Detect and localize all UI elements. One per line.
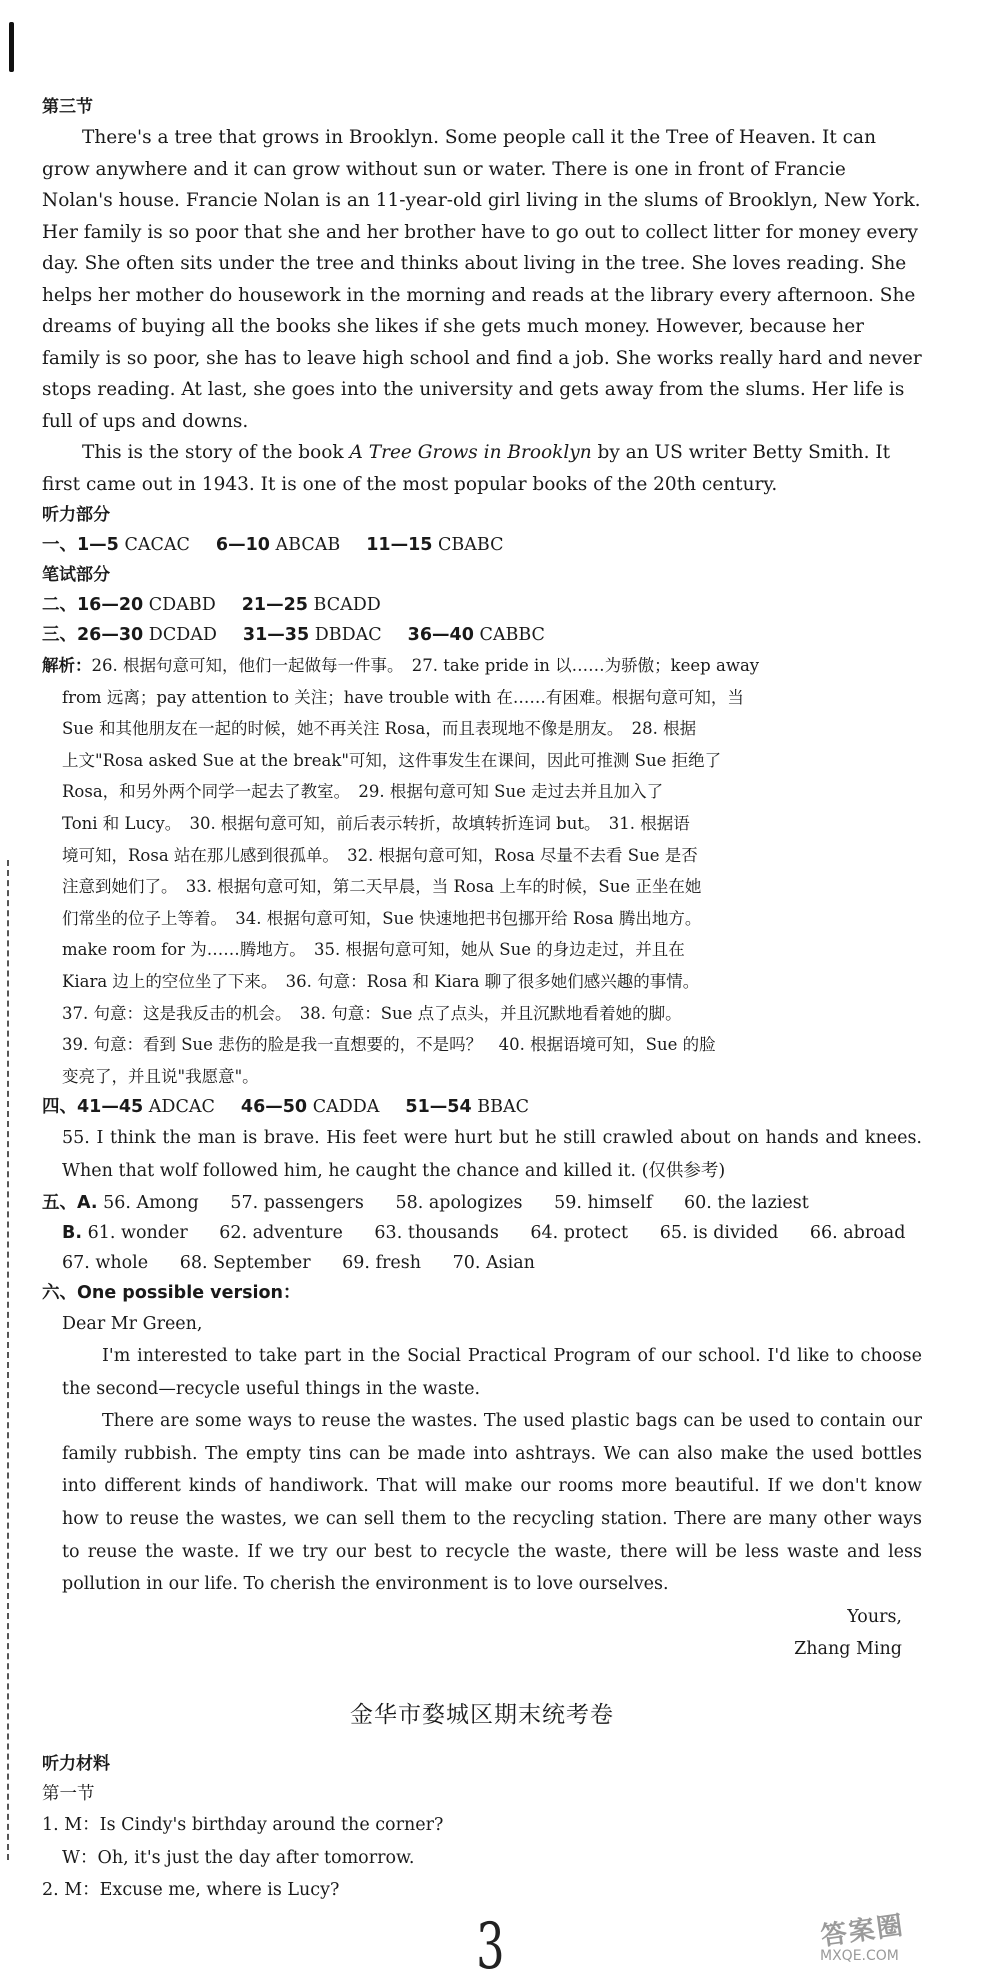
explanation-line: from 远离；pay attention to 关注；have trouble with 在……有困难。根据句意可知，当 [62, 687, 744, 707]
explanation-line: Sue 和其他朋友在一起的时候，她不再关注 Rosa，而且表现地不像是朋友。 28. 根据 [62, 719, 697, 739]
watermark-url: MXQE.COM [820, 1948, 899, 1964]
ans5-item: 65. is divided [659, 1222, 779, 1243]
explanation-line: Kiara 边上的空位坐了下来。 36. 句意：Rosa 和 Kiara 聊了很多她们感兴趣的事情。 [62, 971, 700, 991]
listening-part-heading: 听力部分 [42, 505, 110, 525]
ans4-c: BBAC [477, 1097, 529, 1118]
explanation-block [42, 650, 922, 1092]
answers-section-3 [42, 620, 922, 650]
ans3-c-label: 36—40 [407, 625, 474, 645]
book-para-after: by an US writer Betty Smith. It first came out in 1943. It is one of the most popular books of the 20th century. [42, 442, 891, 495]
letter-closing: Yours, [847, 1606, 902, 1627]
page-number: 3 [476, 1910, 505, 1984]
ans1-c-label: 11—15 [366, 535, 433, 555]
ans5-item: 62. adventure [219, 1222, 343, 1243]
ans1-b: ABCAB [275, 535, 341, 555]
explanation-line: 37. 句意：这是我反击的机会。 38. 句意：Sue 点了点头，并且沉默地看着她的脚。 [62, 1003, 682, 1023]
letter-signature: Zhang Ming [794, 1639, 902, 1660]
explanation-line: Rosa，和另外两个同学一起去了教室。 29. 根据句意可知 Sue 走过去并且加入了 [62, 782, 664, 802]
answers-section-5c [42, 1248, 922, 1278]
ans3-a: DCDAD [148, 625, 217, 645]
ans5-item: 60. the laziest [683, 1192, 809, 1213]
answers-section-4 [42, 1092, 922, 1122]
ans5-item: 68. September [179, 1252, 311, 1273]
ans1-c: CBABC [438, 535, 504, 555]
explanation-label: 解析： [42, 656, 92, 675]
ans6-label: 六、One possible version： [42, 1282, 301, 1303]
ans3-b-label: 31—35 [242, 625, 310, 645]
dialogue-line: 1. M：Is Cindy's birthday around the corner? [42, 1815, 444, 1836]
ans2-a: CDABD [148, 595, 216, 615]
dialogue-line: 2. M：Excuse me, where is Lucy? [42, 1880, 340, 1901]
ans2-b-label: 21—25 [241, 595, 308, 615]
ans5-label: 五、A. [42, 1192, 98, 1213]
ans5-item: 63. thousands [374, 1222, 499, 1243]
binding-dashed-line [7, 860, 9, 1860]
letter-paragraph-1: I'm interested to take part in the Social Practical Program of our school. I'd like to choose the second—recycle useful things in the waste. [62, 1346, 922, 1399]
sample-letter [42, 1308, 922, 1667]
watermark-logo: 答案圈 [819, 1910, 907, 1952]
letter-paragraph-2: There are some ways to reuse the wastes. The used plastic bags can be used to contain our family rubbish. The empty tins can be made into ashtrays. We can also make the used bottles into different kinds of handiwork. That will make our rooms more beautiful. If we don't know how to reuse the wastes, we can sell them to the recycling station. There are many other ways to reuse the waste. If we try our best to recycle the waste, there will be less waste and less pollution in our life. To cherish the environment is to love ourselves. [62, 1411, 922, 1595]
answers-section-1 [42, 530, 922, 560]
watermark [820, 1905, 980, 1975]
ans5-item: 70. Asian [452, 1252, 535, 1273]
ans5-item: 67. whole [62, 1252, 149, 1273]
ans5-item: 64. protect [530, 1222, 629, 1243]
ans3-c: CABBC [479, 625, 545, 645]
listening-material-heading: 听力材料 [42, 1754, 110, 1775]
ans5-item: 58. apologizes [395, 1192, 523, 1213]
book-para-before: This is the story of the book [82, 442, 350, 463]
ans5-item: 56. Among [103, 1192, 199, 1213]
binding-mark [9, 22, 14, 72]
explanation-text: 26. 根据句意可知，他们一起做每一件事。 27. take pride in 以……为骄傲；keep away [91, 656, 760, 675]
explanation-line: 境可知，Rosa 站在那儿感到很孤单。 32. 根据句意可知，Rosa 尽量不去看 Sue 是否 [62, 845, 698, 865]
answers-section-5b [42, 1218, 922, 1248]
ans5-item: 69. fresh [342, 1252, 422, 1273]
section3-heading: 第三节 [42, 97, 93, 117]
ans2-b: BCADD [313, 595, 381, 615]
book-paragraph [42, 437, 922, 500]
exam-title: 金华市婺城区期末统考卷 [350, 1702, 614, 1729]
section1-heading: 第一节 [42, 1784, 95, 1805]
letter-greeting: Dear Mr Green, [62, 1313, 203, 1334]
explanation-line: make room for 为……腾地方。 35. 根据句意可知，她从 Sue 的身边走过，并且在 [62, 940, 685, 960]
explanation-line: 们常坐的位子上等着。 34. 根据句意可知，Sue 快速地把书包挪开给 Rosa 腾出地方。 [62, 908, 702, 928]
ans5-item: 59. himself [554, 1192, 653, 1213]
ans4-b-label: 46—50 [240, 1097, 308, 1118]
explanation-line: 变亮了，并且说"我愿意"。 [62, 1066, 259, 1086]
answers-section-6-label [42, 1278, 922, 1308]
ans5-item: 61. wonder [87, 1222, 188, 1243]
ans4-c-label: 51—54 [405, 1097, 472, 1118]
story-paragraph: There's a tree that grows in Brooklyn. Some people call it the Tree of Heaven. It can grow anywhere and it can grow without sun or water. There is one in front of Francie Nolan's house. Francie Nolan is an 11-year-old girl living in the slums of Brooklyn, New York. Her family is so poor that she and her brother have to go out to collect litter for money every day. She often sits under the tree and thinks about living in the tree. She loves reading. She helps her mother do housework in the morning and reads at the library every afternoon. She dreams of buying all the books she likes if she gets much money. However, because her family is so poor, she has to leave high school and find a job. She works really hard and never stops reading. At last, she goes into the university and gets away from the slums. Her life is full of ups and downs. [42, 127, 922, 432]
answers-section-2 [42, 590, 922, 620]
written-part-heading: 笔试部分 [42, 565, 110, 585]
ans4-a: ADCAC [148, 1097, 215, 1118]
answer-55: 55. I think the man is brave. His feet were hurt but he still crawled about on hands and knees. When that wolf followed him, he caught the chance and killed it. (仅供参考) [62, 1128, 922, 1181]
ans3-b: DBDAC [314, 625, 382, 645]
ans3-label: 三、26—30 [42, 625, 144, 645]
explanation-line: 39. 句意：看到 Sue 悲伤的脸是我一直想要的，不是吗？ 40. 根据语境可知，Sue 的脸 [62, 1035, 716, 1055]
ans5-item: 66. abroad [809, 1222, 906, 1243]
ans4-b: CADDA [312, 1097, 380, 1118]
answers-section-5a [42, 1188, 922, 1218]
ans1-a: CACAC [124, 535, 190, 555]
ans5-item: 57. passengers [230, 1192, 364, 1213]
explanation-line: 上文"Rosa asked Sue at the break"可知，这件事发生在课间，因此可推测 Sue 拒绝了 [62, 750, 722, 770]
ans4-label: 四、41—45 [42, 1097, 144, 1118]
book-title: A Tree Grows in Brooklyn [349, 442, 592, 463]
ans1-label: 一、1—5 [42, 535, 119, 555]
ans5b-label: B. [62, 1222, 82, 1243]
ans1-b-label: 6—10 [215, 535, 270, 555]
ans2-label: 二、16—20 [42, 595, 144, 615]
explanation-line: Toni 和 Lucy。 30. 根据句意可知，前后表示转折，故填转折连词 but。 31. 根据语 [62, 813, 690, 833]
dialogue-line: W：Oh, it's just the day after tomorrow. [62, 1847, 415, 1868]
explanation-line: 注意到她们了。 33. 根据句意可知，第二天早晨，当 Rosa 上车的时候，Sue 正坐在她 [62, 877, 702, 897]
explanation-line [42, 650, 922, 682]
page-content [42, 92, 922, 1907]
